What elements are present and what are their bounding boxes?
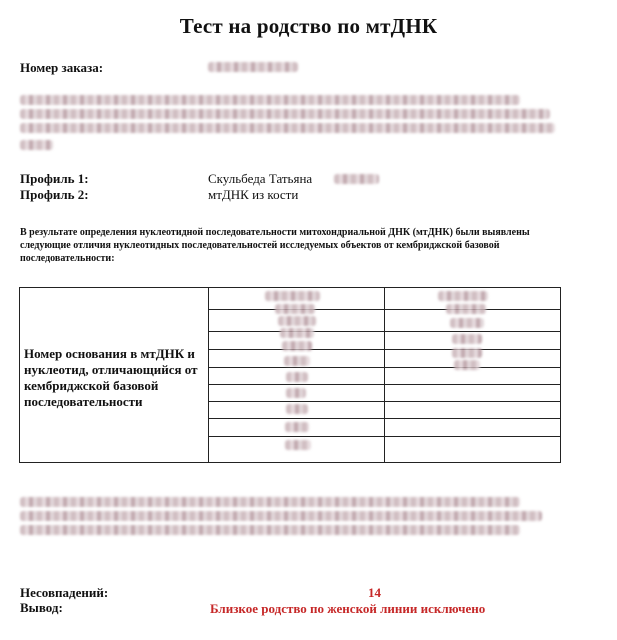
profile2-label: Профиль 2: — [20, 187, 89, 202]
intro-paragraph: В результате определения нуклеотидной последовательности митохондриальной ДНК (мтДНК) были выявлены следующие отличия нуклеотидных последовательностей исследуемых объектов от кембриджской базовой последовательности: — [20, 227, 530, 264]
order-number-label: Номер заказа: — [20, 60, 104, 75]
redacted-profile1-surname — [334, 174, 379, 184]
profile2-value: мтДНК из кости — [208, 187, 299, 202]
redacted-order-number — [208, 62, 298, 72]
mutation-table — [19, 287, 561, 463]
mismatches-value: 14 — [368, 585, 381, 600]
profile1-value: Скульбеда Татьяна — [208, 171, 313, 186]
conclusion-value: Близкое родство по женской линии исключено — [210, 601, 486, 616]
document-title: Тест на родство по мтДНК — [179, 14, 438, 38]
mismatches-label: Несовпадений: — [20, 585, 109, 600]
conclusion-label: Вывод: — [20, 600, 63, 615]
table-row-label: Номер основания в мтДНК и нуклеотид, отличающийся от кембриджской базовой последовательности — [24, 346, 198, 409]
profile1-label: Профиль 1: — [20, 171, 89, 186]
